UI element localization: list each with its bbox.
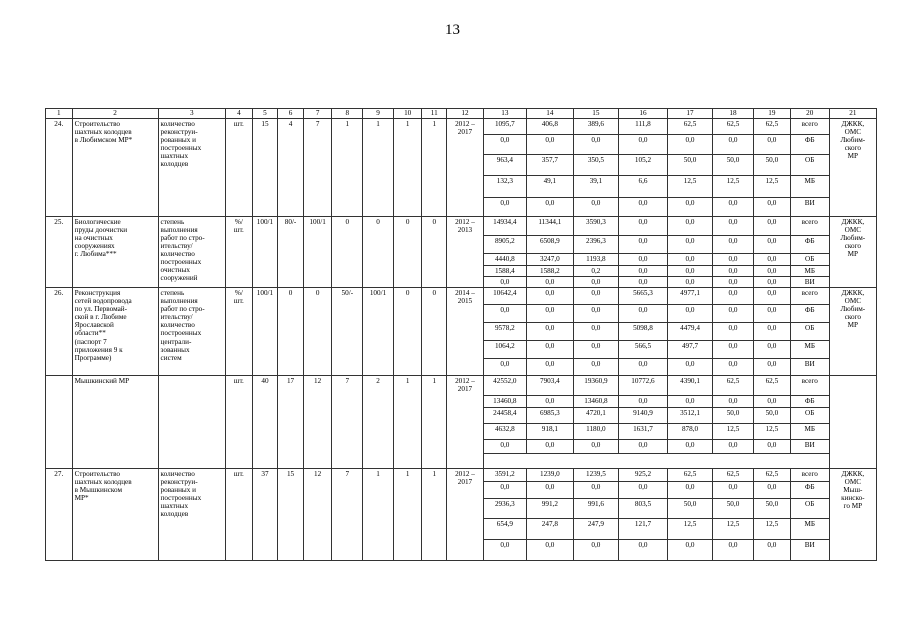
year-target: 1 [363, 119, 394, 217]
header-cell: 20 [790, 109, 829, 119]
header-cell: 4 [226, 109, 253, 119]
amount-cell: 0,0 [713, 396, 754, 408]
indicator: степень выполнения работ по стро- ительству/ количество построенных централи- зованных систем [158, 288, 226, 376]
amount-cell: 991,2 [526, 499, 573, 519]
amount-cell: 0,0 [753, 305, 790, 323]
executor: ДЖКК, ОМС Любим- ского МР [829, 217, 876, 288]
amount-cell: 247,9 [573, 519, 618, 540]
header-cell: 8 [332, 109, 363, 119]
period: 2012 – 2017 [447, 376, 484, 469]
amount-cell: 0,0 [618, 305, 667, 323]
header-cell: 19 [753, 109, 790, 119]
funding-source: всего [790, 376, 829, 396]
amount-cell: 19360,9 [573, 376, 618, 396]
amount-cell: 0,0 [713, 305, 754, 323]
amount-cell: 0,0 [668, 396, 713, 408]
amount-cell: 0,0 [753, 341, 790, 359]
year-target: 15 [252, 119, 278, 217]
amount-cell: 0,0 [483, 440, 526, 454]
amount-cell: 0,0 [753, 359, 790, 376]
header-cell: 11 [422, 109, 447, 119]
amount-cell: 357,7 [526, 155, 573, 176]
amount-cell: 6,6 [618, 176, 667, 198]
amount-cell: 0,0 [483, 135, 526, 155]
period: 2012 – 2017 [447, 119, 484, 217]
amount-cell: 12,5 [668, 176, 713, 198]
amount-cell: 0,0 [713, 359, 754, 376]
amount-cell: 1588,4 [483, 266, 526, 277]
funding-source: ВИ [790, 359, 829, 376]
amount-cell: 0,0 [618, 440, 667, 454]
amount-cell: 0,0 [713, 540, 754, 561]
amount-cell: 132,3 [483, 176, 526, 198]
amount-cell: 0,0 [573, 323, 618, 341]
amount-cell: 1239,0 [526, 469, 573, 482]
amount-cell: 0,0 [618, 396, 667, 408]
year-target: 0 [393, 217, 422, 288]
year-target: 0 [303, 288, 332, 376]
amount-cell: 12,5 [668, 519, 713, 540]
year-target: 7 [332, 469, 363, 561]
amount-cell: 12,5 [753, 424, 790, 440]
amount-cell: 0,0 [573, 198, 618, 217]
amount-cell: 963,4 [483, 155, 526, 176]
amount-cell: 0,0 [713, 341, 754, 359]
amount-cell: 105,2 [618, 155, 667, 176]
amount-cell: 42552,0 [483, 376, 526, 396]
header-cell: 9 [363, 109, 394, 119]
amount-cell: 0,0 [573, 341, 618, 359]
amount-cell: 0,0 [753, 135, 790, 155]
amount-cell: 247,8 [526, 519, 573, 540]
amount-cell: 0,0 [573, 135, 618, 155]
amount-cell: 50,0 [753, 499, 790, 519]
amount-cell: 0,0 [753, 277, 790, 288]
amount-cell: 0,0 [618, 540, 667, 561]
amount-cell: 0,0 [713, 288, 754, 305]
header-cell: 14 [526, 109, 573, 119]
year-target: 100/1 [303, 217, 332, 288]
year-target: 0 [422, 217, 447, 288]
amount-cell: 0,0 [713, 266, 754, 277]
unit: %/ шт. [226, 288, 253, 376]
amount-cell: 0,0 [573, 359, 618, 376]
amount-cell: 12,5 [713, 176, 754, 198]
amount-cell: 991,6 [573, 499, 618, 519]
header-row [46, 109, 877, 119]
amount-cell: 39,1 [573, 176, 618, 198]
year-target: 12 [303, 376, 332, 469]
amount-cell: 0,0 [618, 198, 667, 217]
funding-source: ОБ [790, 323, 829, 341]
amount-cell: 50,0 [713, 155, 754, 176]
header-cell: 13 [483, 109, 526, 119]
amount-cell: 0,0 [526, 341, 573, 359]
amount-cell: 1588,2 [526, 266, 573, 277]
header-cell: 7 [303, 109, 332, 119]
year-target: 7 [303, 119, 332, 217]
measure-name: Строительство шахтных колодцев в Любимском МР* [72, 119, 158, 217]
header-cell: 6 [278, 109, 304, 119]
amount-cell: 24458,4 [483, 408, 526, 424]
amount-cell: 1239,5 [573, 469, 618, 482]
indicator: степень выполнения работ по стро- ительству/ количество построенных очистных сооружений [158, 217, 226, 288]
funding-source: ОБ [790, 499, 829, 519]
executor: ДЖКК, ОМС Любим- ского МР [829, 288, 876, 376]
header-cell: 1 [46, 109, 73, 119]
amount-cell: 62,5 [753, 376, 790, 396]
year-target: 100/1 [363, 288, 394, 376]
amount-cell: 4479,4 [668, 323, 713, 341]
amount-cell: 0,0 [753, 288, 790, 305]
unit: %/ шт. [226, 217, 253, 288]
executor [829, 376, 876, 469]
amount-cell: 62,5 [753, 119, 790, 135]
amount-cell: 4977,1 [668, 288, 713, 305]
amount-cell: 0,0 [753, 198, 790, 217]
amount-cell: 14934,4 [483, 217, 526, 236]
funding-source: всего [790, 288, 829, 305]
amount-cell: 0,0 [573, 440, 618, 454]
row-number [46, 376, 73, 469]
funding-source: МБ [790, 341, 829, 359]
amount-cell: 0,0 [668, 198, 713, 217]
amount-cell: 50,0 [753, 155, 790, 176]
funding-source: ФБ [790, 396, 829, 408]
amount-cell: 50,0 [668, 499, 713, 519]
amount-cell: 9578,2 [483, 323, 526, 341]
amount-cell: 1095,7 [483, 119, 526, 135]
amount-cell: 0,0 [526, 359, 573, 376]
amount-cell: 0,0 [668, 482, 713, 499]
amount-cell: 497,7 [668, 341, 713, 359]
amount-cell: 0,0 [753, 482, 790, 499]
indicator [158, 376, 226, 469]
page-number: 13 [445, 22, 460, 38]
amount-cell: 0,0 [618, 254, 667, 266]
amount-cell: 0,0 [618, 266, 667, 277]
funding-source: всего [790, 469, 829, 482]
amount-cell: 0,0 [668, 266, 713, 277]
funding-source: ВИ [790, 440, 829, 454]
amount-cell: 50,0 [753, 408, 790, 424]
amount-cell: 0,0 [713, 135, 754, 155]
year-target: 1 [393, 376, 422, 469]
amount-cell: 3247,0 [526, 254, 573, 266]
header-cell: 16 [618, 109, 667, 119]
year-target: 80/- [278, 217, 304, 288]
amount-cell: 0,0 [526, 396, 573, 408]
amount-cell: 0,0 [668, 277, 713, 288]
amount-cell: 918,1 [526, 424, 573, 440]
header-cell: 18 [713, 109, 754, 119]
amount-cell: 0,0 [713, 217, 754, 236]
period: 2012 – 2017 [447, 469, 484, 561]
amount-cell: 4440,8 [483, 254, 526, 266]
funding-source: ВИ [790, 198, 829, 217]
table-row [46, 469, 877, 482]
amount-cell: 0,0 [713, 323, 754, 341]
funding-source: ФБ [790, 135, 829, 155]
table-row [46, 119, 877, 135]
amount-cell: 566,5 [618, 341, 667, 359]
header-cell: 3 [158, 109, 226, 119]
year-target: 0 [363, 217, 394, 288]
unit: шт. [226, 469, 253, 561]
funding-source: ФБ [790, 305, 829, 323]
amount-cell: 3591,2 [483, 469, 526, 482]
amount-cell: 803,5 [618, 499, 667, 519]
year-target: 1 [332, 119, 363, 217]
amount-cell: 0,0 [483, 482, 526, 499]
year-target: 0 [393, 288, 422, 376]
funding-source: МБ [790, 266, 829, 277]
empty-cell [483, 454, 829, 469]
amount-cell: 0,0 [526, 288, 573, 305]
amount-cell: 1064,2 [483, 341, 526, 359]
indicator: количество реконструи- рованных и построенных шахтных колодцев [158, 119, 226, 217]
amount-cell: 3512,1 [668, 408, 713, 424]
amount-cell: 0,0 [668, 254, 713, 266]
year-target: 1 [422, 119, 447, 217]
year-target: 15 [278, 469, 304, 561]
amount-cell: 62,5 [668, 119, 713, 135]
funding-source: ФБ [790, 482, 829, 499]
measure-name: Биологические пруды доочистки на очистных сооружениях г. Любима*** [72, 217, 158, 288]
year-target: 0 [332, 217, 363, 288]
amount-cell: 4390,1 [668, 376, 713, 396]
amount-cell: 0,0 [618, 482, 667, 499]
measure-name: Строительство шахтных колодцев в Мышкинском МР* [72, 469, 158, 561]
amount-cell: 62,5 [713, 376, 754, 396]
amount-cell: 1631,7 [618, 424, 667, 440]
year-target: 100/1 [252, 217, 278, 288]
amount-cell: 0,0 [573, 277, 618, 288]
amount-cell: 5098,8 [618, 323, 667, 341]
amount-cell: 0,0 [668, 305, 713, 323]
header-cell: 2 [72, 109, 158, 119]
funding-source: МБ [790, 424, 829, 440]
amount-cell: 0,0 [573, 482, 618, 499]
amount-cell: 0,2 [573, 266, 618, 277]
header-cell: 10 [393, 109, 422, 119]
year-target: 2 [363, 376, 394, 469]
row-number: 24. [46, 119, 73, 217]
year-target: 4 [278, 119, 304, 217]
amount-cell: 0,0 [573, 288, 618, 305]
amount-cell: 12,5 [713, 424, 754, 440]
funding-source: всего [790, 217, 829, 236]
funding-source: всего [790, 119, 829, 135]
amount-cell: 0,0 [618, 236, 667, 254]
amount-cell: 0,0 [526, 440, 573, 454]
amount-cell: 0,0 [526, 323, 573, 341]
amount-cell: 12,5 [753, 176, 790, 198]
indicator: количество реконструи- рованных и построенных шахтных колодцев [158, 469, 226, 561]
year-target: 100/1 [252, 288, 278, 376]
amount-cell: 6985,3 [526, 408, 573, 424]
amount-cell: 5665,3 [618, 288, 667, 305]
amount-cell: 0,0 [526, 277, 573, 288]
amount-cell: 6508,9 [526, 236, 573, 254]
amount-cell: 0,0 [753, 323, 790, 341]
period: 2012 – 2013 [447, 217, 484, 288]
amount-cell: 9140,9 [618, 408, 667, 424]
amount-cell: 8905,2 [483, 236, 526, 254]
funding-source: ВИ [790, 277, 829, 288]
amount-cell: 0,0 [668, 359, 713, 376]
unit: шт. [226, 376, 253, 469]
amount-cell: 0,0 [713, 277, 754, 288]
amount-cell: 925,2 [618, 469, 667, 482]
amount-cell: 0,0 [483, 540, 526, 561]
amount-cell: 0,0 [713, 482, 754, 499]
amount-cell: 121,7 [618, 519, 667, 540]
year-target: 1 [393, 469, 422, 561]
year-target: 1 [422, 376, 447, 469]
amount-cell: 62,5 [713, 119, 754, 135]
funding-source: ВИ [790, 540, 829, 561]
amount-cell: 12,5 [753, 519, 790, 540]
amount-cell: 50,0 [713, 499, 754, 519]
amount-cell: 13460,8 [573, 396, 618, 408]
amount-cell: 2936,3 [483, 499, 526, 519]
amount-cell: 0,0 [526, 482, 573, 499]
header-cell: 15 [573, 109, 618, 119]
program-table [45, 108, 877, 561]
year-target: 37 [252, 469, 278, 561]
header-cell: 5 [252, 109, 278, 119]
amount-cell: 0,0 [483, 198, 526, 217]
amount-cell: 10642,4 [483, 288, 526, 305]
amount-cell: 0,0 [753, 540, 790, 561]
amount-cell: 0,0 [713, 236, 754, 254]
table-row [46, 376, 877, 396]
measure-name: Мышкинский МР [72, 376, 158, 469]
header-cell: 12 [447, 109, 484, 119]
year-target: 1 [422, 469, 447, 561]
funding-source: МБ [790, 519, 829, 540]
amount-cell: 50,0 [713, 408, 754, 424]
amount-cell: 0,0 [618, 217, 667, 236]
executor: ДЖКК, ОМС Мыш- кинско- го МР [829, 469, 876, 561]
amount-cell: 12,5 [713, 519, 754, 540]
amount-cell: 0,0 [753, 254, 790, 266]
amount-cell: 389,6 [573, 119, 618, 135]
amount-cell: 0,0 [483, 305, 526, 323]
row-number: 25. [46, 217, 73, 288]
year-target: 17 [278, 376, 304, 469]
amount-cell: 13460,8 [483, 396, 526, 408]
amount-cell: 62,5 [713, 469, 754, 482]
row-number: 26. [46, 288, 73, 376]
period: 2014 – 2015 [447, 288, 484, 376]
amount-cell: 3590,3 [573, 217, 618, 236]
amount-cell: 0,0 [668, 236, 713, 254]
amount-cell: 0,0 [573, 540, 618, 561]
amount-cell: 0,0 [573, 305, 618, 323]
amount-cell: 0,0 [526, 135, 573, 155]
amount-cell: 49,1 [526, 176, 573, 198]
measure-name: Реконструкция сетей водопровода по ул. Первомай- ской в г. Любиме Ярославской области** (паспорт 7 приложения 9 к Программе) [72, 288, 158, 376]
amount-cell: 62,5 [668, 469, 713, 482]
amount-cell: 654,9 [483, 519, 526, 540]
amount-cell: 0,0 [713, 198, 754, 217]
amount-cell: 0,0 [618, 135, 667, 155]
amount-cell: 50,0 [668, 155, 713, 176]
amount-cell: 878,0 [668, 424, 713, 440]
year-target: 40 [252, 376, 278, 469]
funding-source: ФБ [790, 236, 829, 254]
amount-cell: 0,0 [753, 396, 790, 408]
year-target: 7 [332, 376, 363, 469]
amount-cell: 0,0 [668, 135, 713, 155]
amount-cell: 0,0 [668, 217, 713, 236]
amount-cell: 0,0 [668, 440, 713, 454]
amount-cell: 11344,1 [526, 217, 573, 236]
amount-cell: 1193,8 [573, 254, 618, 266]
table-row [46, 217, 877, 236]
year-target: 1 [393, 119, 422, 217]
funding-source: ОБ [790, 155, 829, 176]
year-target: 50/- [332, 288, 363, 376]
amount-cell: 0,0 [618, 359, 667, 376]
year-target: 12 [303, 469, 332, 561]
amount-cell: 0,0 [753, 266, 790, 277]
year-target: 0 [278, 288, 304, 376]
amount-cell: 0,0 [483, 359, 526, 376]
funding-source: ОБ [790, 254, 829, 266]
amount-cell: 0,0 [753, 440, 790, 454]
unit: шт. [226, 119, 253, 217]
amount-cell: 0,0 [526, 198, 573, 217]
year-target: 0 [422, 288, 447, 376]
table-row [46, 288, 877, 305]
amount-cell: 2396,3 [573, 236, 618, 254]
header-cell: 17 [668, 109, 713, 119]
funding-source: МБ [790, 176, 829, 198]
amount-cell: 111,8 [618, 119, 667, 135]
header-cell: 21 [829, 109, 876, 119]
amount-cell: 0,0 [713, 440, 754, 454]
amount-cell: 0,0 [713, 254, 754, 266]
funding-source: ОБ [790, 408, 829, 424]
amount-cell: 62,5 [753, 469, 790, 482]
amount-cell: 4632,8 [483, 424, 526, 440]
amount-cell: 0,0 [526, 305, 573, 323]
amount-cell: 4720,1 [573, 408, 618, 424]
amount-cell: 350,5 [573, 155, 618, 176]
amount-cell: 0,0 [526, 540, 573, 561]
amount-cell: 0,0 [618, 277, 667, 288]
year-target: 1 [363, 469, 394, 561]
amount-cell: 0,0 [483, 277, 526, 288]
row-number: 27. [46, 469, 73, 561]
amount-cell: 7903,4 [526, 376, 573, 396]
amount-cell: 0,0 [753, 217, 790, 236]
amount-cell: 10772,6 [618, 376, 667, 396]
amount-cell: 406,8 [526, 119, 573, 135]
amount-cell: 0,0 [668, 540, 713, 561]
amount-cell: 0,0 [753, 236, 790, 254]
executor: ДЖКК, ОМС Любим- ского МР [829, 119, 876, 217]
amount-cell: 1180,0 [573, 424, 618, 440]
